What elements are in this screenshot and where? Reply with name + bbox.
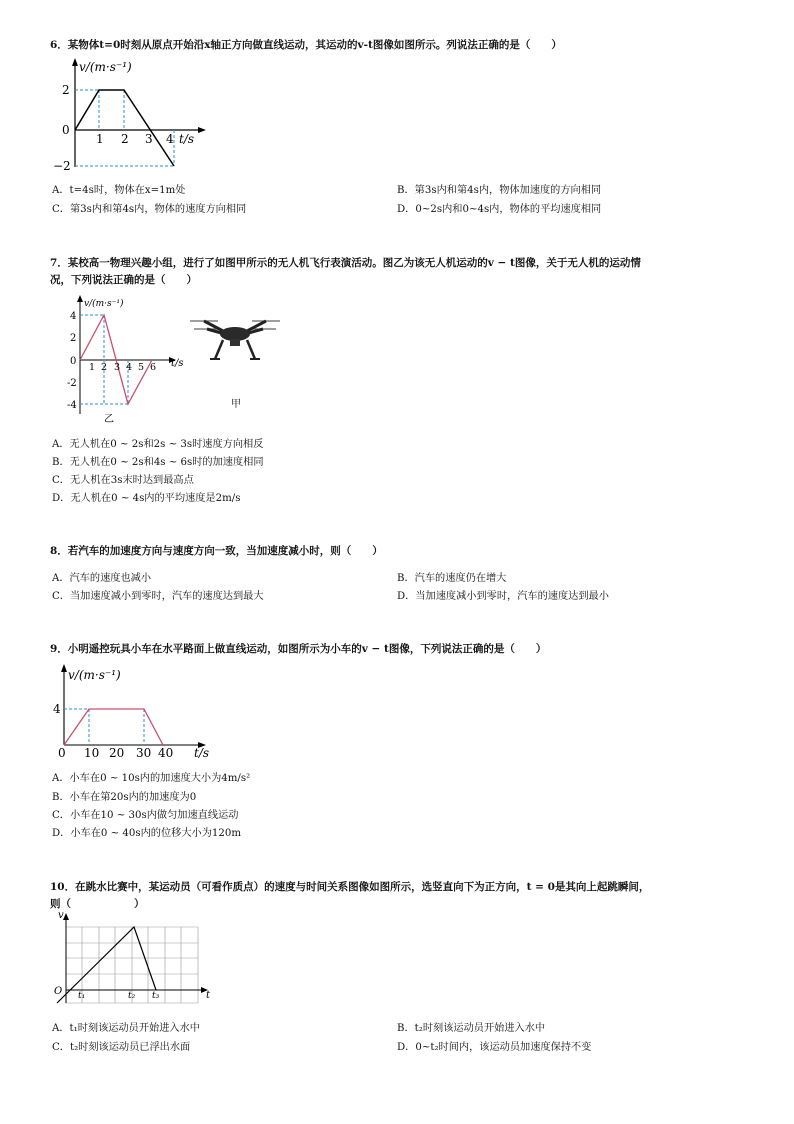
- q7-vt-graph: [56, 292, 196, 428]
- q9-xlabel: t/s: [194, 746, 210, 760]
- q10-xtick: t₂: [128, 991, 136, 1001]
- q6-option-d[interactable]: D．0~2s内和0~4s内，物体的平均速度相同: [397, 204, 602, 215]
- q10-ylabel: v: [58, 910, 64, 921]
- q9-xtick: 20: [109, 746, 125, 760]
- q10-option-a[interactable]: A．t₁时刻该运动员开始进入水中: [52, 1023, 200, 1034]
- q9-vt-graph: [52, 660, 222, 760]
- q8-stem: 8．若汽车的加速度方向与速度方向一致，当加速度减小时，则（ ）: [50, 545, 383, 557]
- q10-option-d[interactable]: D．0~t₂时间内，该运动员加速度保持不变: [397, 1042, 592, 1053]
- q8-option-b[interactable]: B．汽车的速度仍在增大: [397, 573, 507, 584]
- q6-ytick: 2: [62, 83, 70, 97]
- q7-ylabel: v/(m·s⁻¹): [84, 299, 124, 309]
- q9-ytick: 0: [58, 746, 66, 760]
- q9-xtick: 30: [136, 746, 152, 760]
- q7-option-c[interactable]: C．无人机在3s末时达到最高点: [52, 475, 194, 486]
- q7-xtick: 6: [150, 362, 157, 373]
- q6-xlabel: t/s: [179, 132, 195, 146]
- q7-xtick: 4: [126, 362, 133, 373]
- q6-xtick: 4: [166, 132, 174, 146]
- q8-option-c[interactable]: C．当加速度减小到零时，汽车的速度达到最大: [52, 591, 264, 602]
- q7-stem-line2: 况，下列说法正确的是（ ）: [50, 274, 197, 286]
- q7-stem-line1: 7．某校高一物理兴趣小组，进行了如图甲所示的无人机飞行表演活动。图乙为该无人机运动的v − t图像，关于无人机的运动情: [50, 257, 641, 269]
- q9-ytick: 4: [53, 702, 61, 716]
- q10-xtick: t₁: [78, 991, 86, 1001]
- q10-origin: O: [54, 986, 63, 997]
- q6-ytick: 0: [62, 123, 70, 137]
- q7-ytick: -2: [67, 378, 77, 389]
- q7-graph-caption: 乙: [104, 414, 114, 425]
- q9-option-a[interactable]: A．小车在0 ~ 10s内的加速度大小为4m/s²: [52, 773, 251, 784]
- q6-stem: 6．某物体t=0时刻从原点开始沿x轴正方向做直线运动，其运动的v-t图像如图所示。列说法正确的是（ ）: [50, 39, 562, 51]
- q7-ytick: 0: [70, 356, 77, 367]
- q7-photo-caption: 甲: [231, 399, 241, 410]
- q9-option-d[interactable]: D．小车在0 ~ 40s内的位移大小为120m: [52, 828, 242, 839]
- q7-ytick: 2: [70, 333, 77, 344]
- q6-xtick: 1: [96, 132, 104, 146]
- q9-ylabel: v/(m·s⁻¹): [68, 668, 121, 682]
- q7-ytick: -4: [67, 400, 77, 411]
- q9-option-b[interactable]: B．小车在第20s内的加速度为0: [52, 792, 197, 803]
- q7-xtick: 3: [114, 362, 121, 373]
- drone-photo: [185, 312, 285, 364]
- q7-option-b[interactable]: B．无人机在0 ~ 2s和4s ~ 6s时的加速度相同: [52, 457, 264, 468]
- q9-option-c[interactable]: C．小车在10 ~ 30s内做匀加速直线运动: [52, 810, 239, 821]
- q10-xtick: t₃: [152, 991, 160, 1001]
- q8-option-d[interactable]: D．当加速度减小到零时，汽车的速度达到最小: [397, 591, 609, 602]
- q7-xtick: 5: [138, 362, 145, 373]
- q10-stem-line2: 则（ ）: [50, 898, 145, 910]
- q6-ylabel: v/(m·s⁻¹): [79, 60, 132, 74]
- q7-option-a[interactable]: A．无人机在0 ~ 2s和2s ~ 3s时速度方向相反: [52, 439, 264, 450]
- q10-option-b[interactable]: B．t₂时刻该运动员开始进入水中: [397, 1023, 546, 1034]
- q6-ytick: −2: [53, 159, 71, 173]
- q6-vt-graph: [52, 55, 212, 175]
- q6-option-a[interactable]: A．t=4s时，物体在x=1m处: [52, 185, 186, 196]
- q9-xtick: 10: [84, 746, 100, 760]
- q7-xtick: 2: [101, 362, 108, 373]
- q7-ytick: 4: [70, 311, 77, 322]
- q6-option-c[interactable]: C．第3s内和第4s内，物体的速度方向相同: [52, 204, 247, 215]
- q7-option-d[interactable]: D．无人机在0 ~ 4s内的平均速度是2m/s: [52, 493, 241, 504]
- q7-xlabel: t/s: [171, 358, 184, 369]
- q10-stem-line1: 10．在跳水比赛中，某运动员（可看作质点）的速度与时间关系图像如图所示，选竖直向下为正方向，t = 0是其向上起跳瞬间，: [50, 881, 650, 893]
- q10-xlabel: t: [206, 990, 211, 1001]
- q6-xtick: 2: [121, 132, 129, 146]
- q7-xtick: 1: [89, 362, 96, 373]
- q6-xtick: 3: [145, 132, 153, 146]
- q9-xtick: 40: [158, 746, 174, 760]
- q10-option-c[interactable]: C．t₂时刻该运动员已浮出水面: [52, 1042, 191, 1053]
- q6-option-b[interactable]: B．第3s内和第4s内，物体加速度的方向相同: [397, 185, 602, 196]
- q9-stem: 9．小明遥控玩具小车在水平路面上做直线运动，如图所示为小车的v − t图像，下列说法正确的是（ ）: [50, 643, 547, 655]
- q8-option-a[interactable]: A．汽车的速度也减小: [52, 573, 152, 584]
- q10-vt-graph: [52, 910, 222, 1006]
